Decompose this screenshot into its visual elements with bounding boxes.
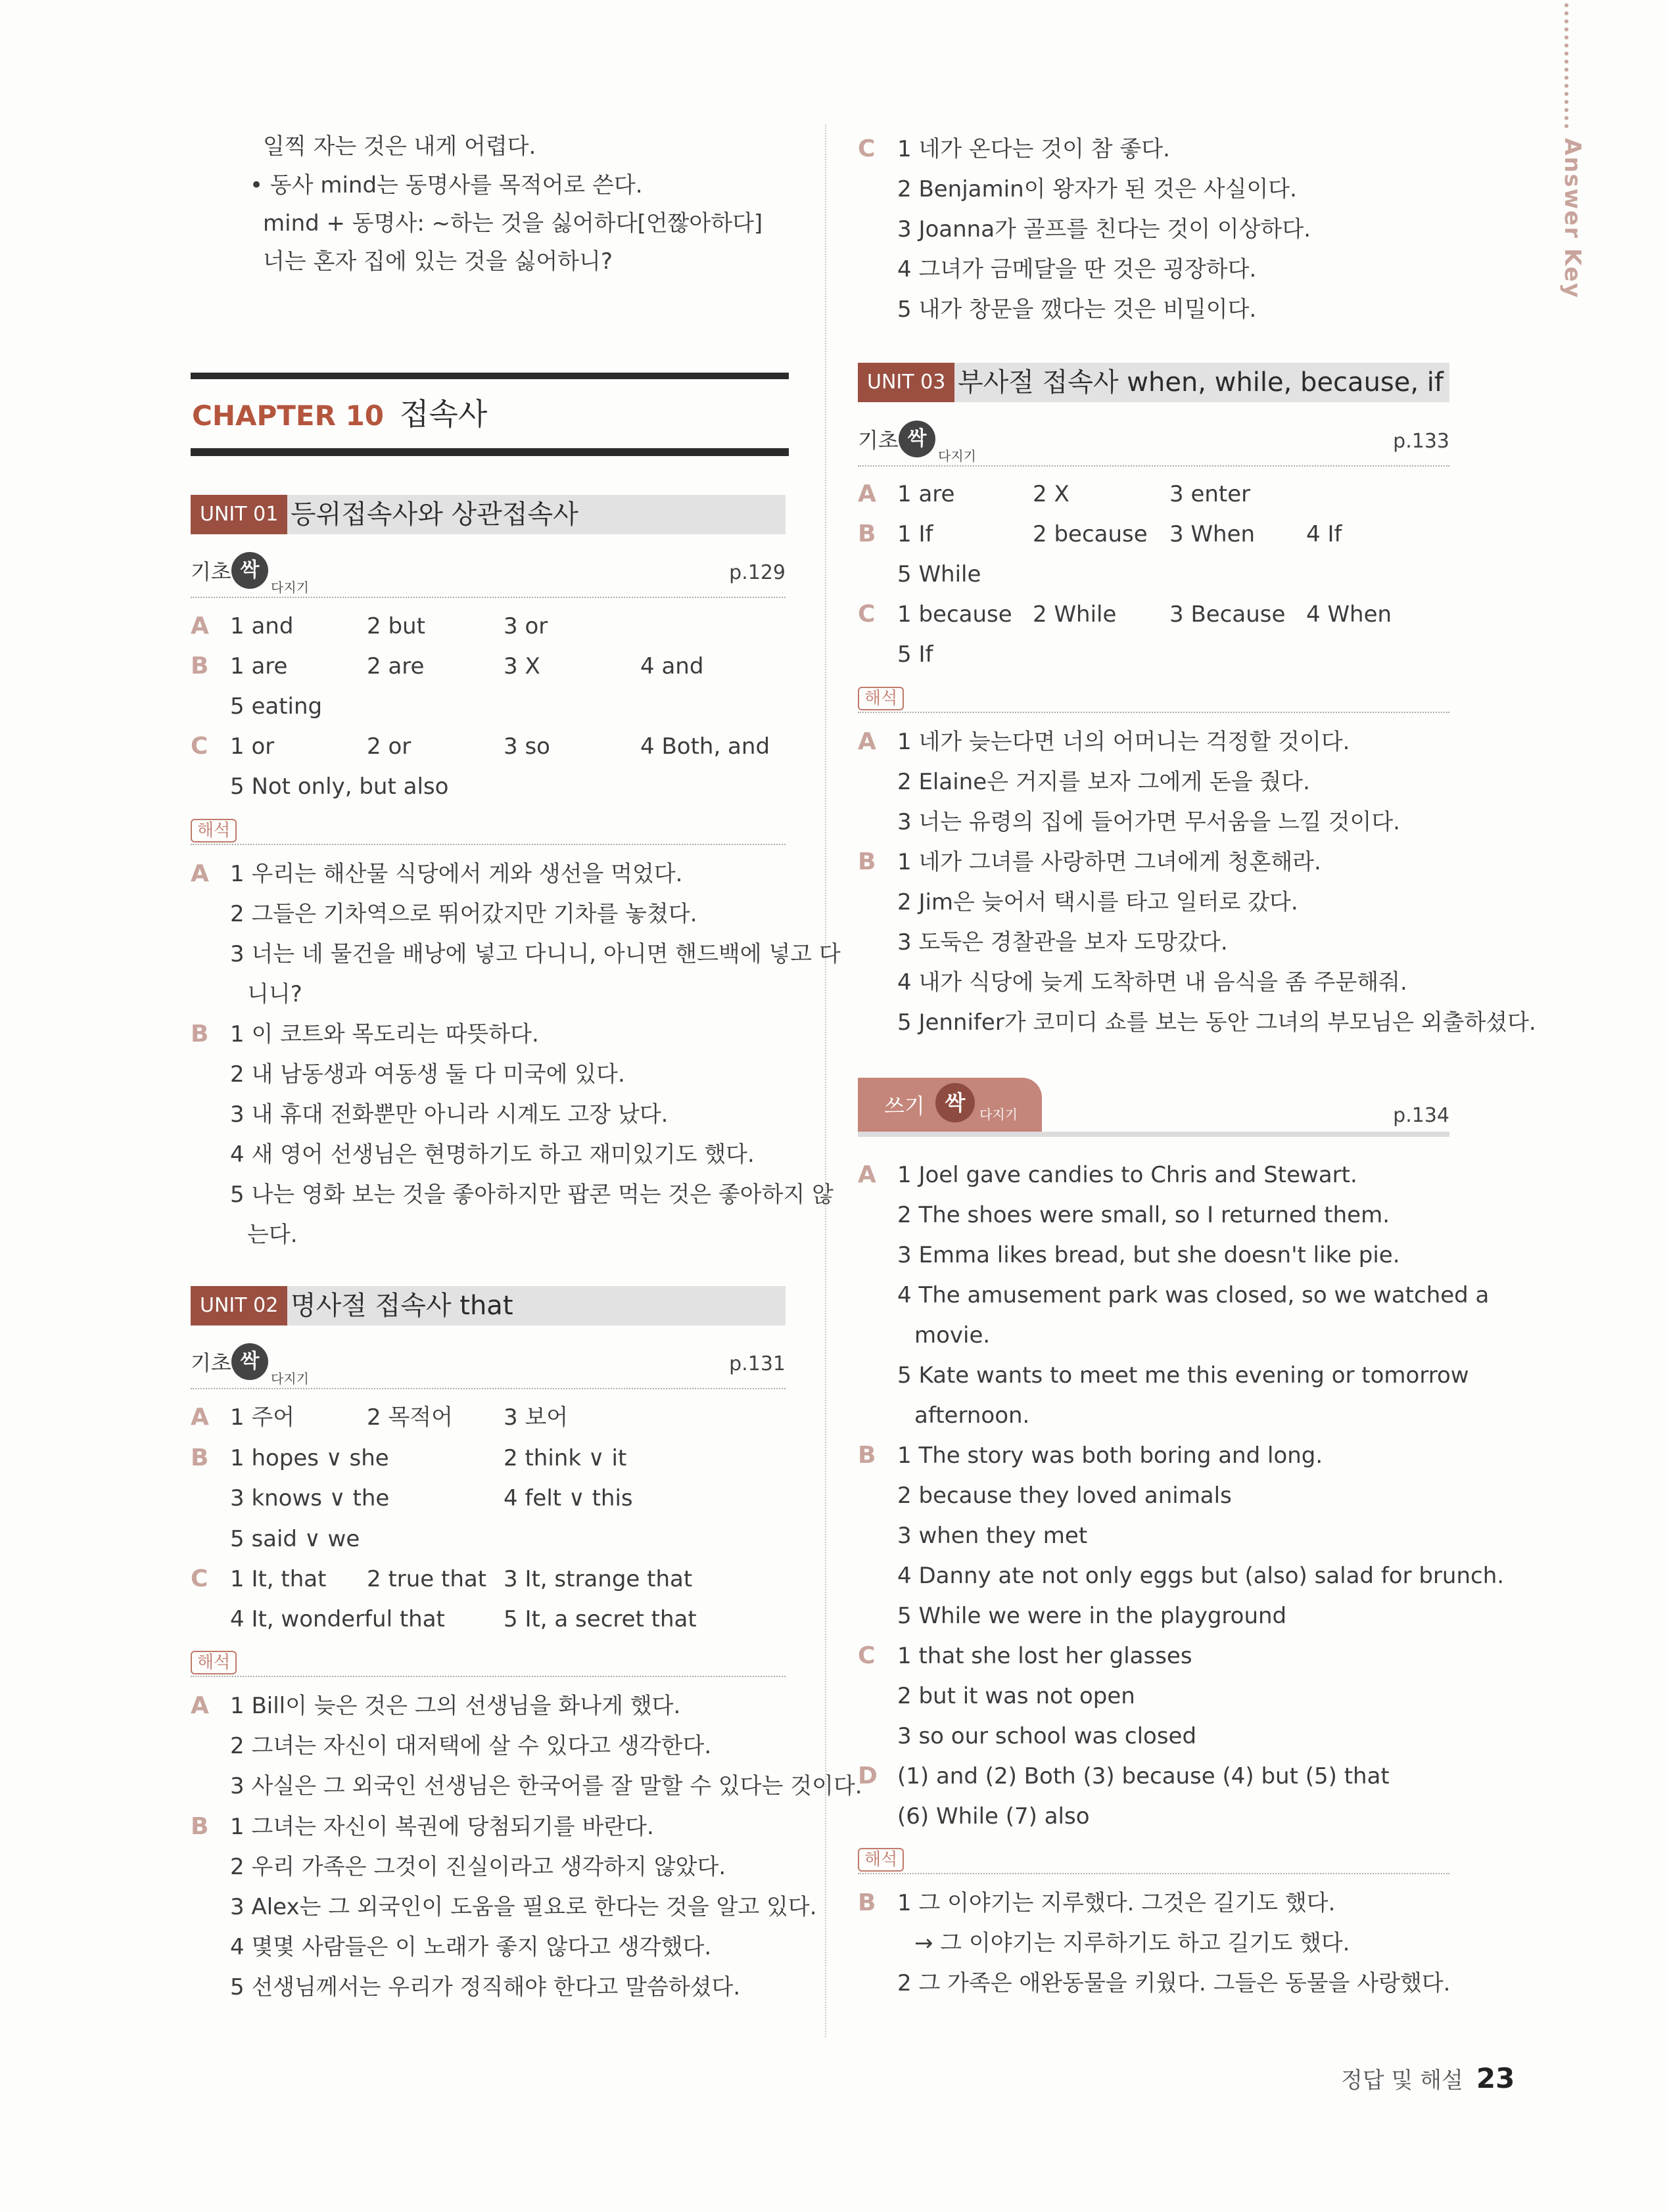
answer-item: 5 eating (230, 693, 323, 720)
translation-line: 3 너는 유령의 집에 들어가면 무서움을 느낄 것이다. (897, 809, 1400, 835)
answer-item: 1 If (897, 521, 933, 547)
translation-line: 4 몇몇 사람들은 이 노래가 좋지 않다고 생각했다. (230, 1934, 712, 1960)
answer-line: 2 because they loved animals (897, 1483, 1232, 1509)
basic-practice-header (191, 1343, 786, 1389)
chapter-title: 접속사 (400, 396, 488, 432)
column-divider (825, 125, 826, 2037)
ssak-subtitle: 다지기 (938, 448, 976, 464)
ssak-subtitle: 다지기 (271, 1371, 309, 1387)
translation-line: → 그 이야기는 지루하기도 하고 길기도 했다. (914, 1930, 1350, 1956)
section-letter: B (191, 1444, 209, 1471)
text-line: 너는 혼자 집에 있는 것을 싫어하니? (263, 248, 613, 275)
translation-header (191, 1651, 786, 1677)
answer-item: 4 and (640, 653, 704, 680)
answer-line: 1 that she lost her glasses (897, 1643, 1192, 1669)
answer-item: 3 or (504, 613, 548, 639)
answer-line: 5 While we were in the playground (897, 1603, 1287, 1629)
answer-item: 4 If (1306, 521, 1342, 547)
translation-line: 1 네가 그녀를 사랑하면 그녀에게 청혼해라. (897, 849, 1321, 875)
answer-item: 1 because (897, 601, 1012, 628)
answer-item: 2 think ∨ it (504, 1445, 627, 1471)
translation-label: 해석 (191, 1651, 237, 1674)
side-dots (1564, 3, 1568, 128)
answer-line: 3 so our school was closed (897, 1723, 1197, 1749)
answer-item: 1 are (230, 653, 288, 680)
page-footer (1341, 2062, 1515, 2094)
translation-line: 1 네가 늦는다면 너의 어머니는 걱정할 것이다. (897, 729, 1350, 755)
answer-line: 4 The amusement park was closed, so we watched a (897, 1282, 1490, 1308)
translation-line: 2 그녀는 자신이 대저택에 살 수 있다고 생각한다. (230, 1733, 712, 1759)
writing-tab (858, 1078, 1042, 1132)
answer-item: 3 When (1169, 521, 1256, 547)
page-reference: p.129 (729, 561, 786, 584)
answer-line: 1 Joel gave candies to Chris and Stewart. (897, 1162, 1357, 1188)
answer-item: 1 주어 (230, 1404, 295, 1431)
ssak-badge: 싹 (899, 421, 935, 457)
translation-line: 3 도둑은 경찰관을 보자 도망갔다. (897, 929, 1228, 956)
translation-line: 2 Jim은 늦어서 택시를 타고 일터로 갔다. (897, 889, 1298, 915)
section-letter: A (191, 612, 209, 639)
chapter-bar-top (191, 373, 789, 379)
translation-line: 2 우리 가족은 그것이 진실이라고 생각하지 않았다. (230, 1854, 726, 1880)
writing-practice-header (858, 1078, 1449, 1137)
ssak-subtitle: 다지기 (979, 1107, 1018, 1122)
unit-tag: UNIT 03 (858, 363, 954, 402)
unit-header (858, 363, 1449, 402)
text-line: • 동사 mind는 동명사를 목적어로 쓴다. (250, 172, 643, 198)
unit-title: 명사절 접속사 that (291, 1291, 513, 1321)
answer-item: 5 If (897, 641, 933, 668)
section-letter: C (191, 1565, 208, 1592)
section-letter: A (191, 1692, 209, 1719)
translation-line: 5 선생님께서는 우리가 정직해야 한다고 말씀하셨다. (230, 1974, 741, 2000)
translation-line: 3 너는 네 물건을 배낭에 넣고 다니니, 아니면 핸드백에 넣고 다 (230, 941, 841, 967)
unit-header (191, 495, 786, 534)
translation-line: 3 Joanna가 골프를 친다는 것이 이상하다. (897, 216, 1311, 242)
ssak-badge: 싹 (935, 1083, 975, 1122)
translation-header (858, 687, 1449, 713)
translation-line: 1 이 코트와 목도리는 따뜻하다. (230, 1021, 539, 1048)
answer-item: 1 and (230, 613, 294, 639)
ssak-badge: 싹 (231, 552, 268, 589)
page-reference: p.134 (1393, 1104, 1449, 1127)
translation-line: 2 Benjamin이 왕자가 된 것은 사실이다. (897, 176, 1297, 202)
chapter-bar-bottom (191, 448, 789, 456)
basic-label: 기초 (191, 1350, 231, 1375)
answer-item: 1 are (897, 481, 955, 507)
translation-line: 5 Jennifer가 코미디 쇼를 보는 동안 그녀의 부모님은 외출하셨다. (897, 1009, 1536, 1036)
answer-item: 2 but (367, 613, 425, 639)
translation-label: 해석 (858, 687, 904, 710)
section-letter: C (858, 1642, 876, 1669)
section-letter: C (858, 135, 876, 162)
answer-item: 1 It, that (230, 1566, 327, 1592)
answer-item: 4 felt ∨ this (504, 1485, 633, 1511)
answer-item: 1 or (230, 733, 275, 760)
section-letter: A (858, 1161, 876, 1188)
translation-header (858, 1848, 1449, 1874)
answer-line: 2 but it was not open (897, 1683, 1135, 1709)
translation-line: 3 Alex는 그 외국인이 도움을 필요로 한다는 것을 알고 있다. (230, 1894, 817, 1920)
unit-tag: UNIT 02 (191, 1286, 287, 1325)
answer-item: 5 Not only, but also (230, 773, 449, 800)
section-letter: B (191, 653, 209, 680)
answer-line: (6) While (7) also (897, 1803, 1090, 1830)
unit-title: 부사절 접속사 when, while, because, if (958, 367, 1444, 398)
answer-item: 3 It, strange that (504, 1566, 693, 1592)
section-letter: A (858, 728, 876, 755)
section-letter: A (191, 860, 209, 887)
translation-line: 2 그들은 기차역으로 뛰어갔지만 기차를 놓쳤다. (230, 901, 697, 927)
answer-item: 3 X (504, 653, 540, 680)
translation-line: 1 네가 온다는 것이 참 좋다. (897, 136, 1170, 162)
translation-line: 1 그 이야기는 지루했다. 그것은 길기도 했다. (897, 1890, 1336, 1916)
ssak-subtitle: 다지기 (271, 580, 309, 595)
basic-label: 기초 (858, 428, 899, 453)
answer-item: 5 While (897, 561, 981, 588)
translation-line: 5 나는 영화 보는 것을 좋아하지만 팝콘 먹는 것은 좋아하지 않 (230, 1182, 834, 1208)
answer-item: 3 enter (1169, 481, 1251, 507)
unit-tag: UNIT 01 (191, 495, 287, 534)
answer-item: 3 Because (1169, 601, 1286, 628)
answer-line: 5 Kate wants to meet me this evening or tomorrow (897, 1362, 1469, 1389)
section-letter: B (858, 1889, 876, 1916)
answer-item: 5 said ∨ we (230, 1526, 360, 1552)
translation-label: 해석 (191, 819, 237, 842)
translation-line: 5 내가 창문을 깼다는 것은 비밀이다. (897, 296, 1257, 323)
unit-title: 등위접속사와 상관접속사 (291, 499, 578, 530)
answer-line: afternoon. (914, 1402, 1030, 1429)
page-reference: p.131 (729, 1352, 786, 1375)
footer-label: 정답 및 해설 (1341, 2067, 1463, 2094)
basic-label: 기초 (191, 559, 231, 584)
translation-line: 1 우리는 해산물 식당에서 게와 생선을 먹었다. (230, 861, 683, 887)
answer-item: 2 true that (367, 1566, 487, 1592)
section-letter: D (858, 1763, 878, 1789)
translation-line: 2 Elaine은 거지를 보자 그에게 돈을 줬다. (897, 769, 1310, 795)
basic-practice-header (858, 421, 1449, 467)
section-letter: B (858, 520, 876, 547)
answer-item: 3 보어 (504, 1404, 569, 1431)
text-line: mind + 동명사: ~하는 것을 싫어하다[언짢아하다] (263, 210, 763, 237)
section-letter: B (191, 1021, 209, 1048)
translation-line: 는다. (247, 1222, 298, 1248)
ssak-badge: 싹 (231, 1343, 268, 1380)
answer-line: movie. (914, 1322, 991, 1348)
answer-item: 2 or (367, 733, 411, 760)
answer-line: (1) and (2) Both (3) because (4) but (5) that (897, 1763, 1390, 1789)
section-letter: B (858, 848, 876, 875)
section-letter: A (858, 480, 876, 507)
answer-item: 4 Both, and (640, 733, 770, 760)
writing-label: 쓰기 (884, 1094, 925, 1118)
section-letter: C (191, 733, 208, 760)
unit-header (191, 1286, 786, 1325)
translation-line: 4 그녀가 금메달을 딴 것은 굉장하다. (897, 256, 1257, 283)
answer-item: 2 because (1033, 521, 1148, 547)
translation-header (191, 819, 786, 845)
section-letter: B (858, 1442, 876, 1469)
translation-line: 1 Bill이 늦은 것은 그의 선생님을 화나게 했다. (230, 1693, 681, 1719)
translation-line: 니니? (247, 981, 302, 1007)
answer-item: 3 so (504, 733, 550, 760)
translation-line: 4 새 영어 선생님은 현명하기도 하고 재미있기도 했다. (230, 1141, 755, 1168)
section-letter: C (858, 601, 876, 628)
answer-item: 2 are (367, 653, 425, 680)
answer-line: 1 The story was both boring and long. (897, 1442, 1323, 1469)
translation-line: 1 그녀는 자신이 복권에 당첨되기를 바란다. (230, 1814, 654, 1840)
translation-line: 4 내가 식당에 늦게 도착하면 내 음식을 좀 주문해줘. (897, 969, 1407, 996)
translation-line: 3 내 휴대 전화뿐만 아니라 시계도 고장 났다. (230, 1101, 669, 1128)
answer-line: 3 when they met (897, 1523, 1088, 1549)
chapter-label: CHAPTER 10 (192, 400, 385, 432)
translation-line: 2 내 남동생과 여동생 둘 다 미국에 있다. (230, 1061, 625, 1088)
translation-line: 3 사실은 그 외국인 선생님은 한국어를 잘 말할 수 있다는 것이다. (230, 1773, 862, 1799)
answer-line: 2 The shoes were small, so I returned them. (897, 1202, 1390, 1228)
text-line: 일찍 자는 것은 내게 어렵다. (263, 133, 536, 160)
translation-line: 2 그 가족은 애완동물을 키웠다. 그들은 동물을 사랑했다. (897, 1970, 1451, 1996)
answer-item: 3 knows ∨ the (230, 1485, 390, 1511)
answer-item: 5 It, a secret that (504, 1606, 697, 1632)
page-reference: p.133 (1393, 430, 1449, 453)
answer-item: 4 When (1306, 601, 1392, 628)
answer-item: 4 It, wonderful that (230, 1606, 445, 1632)
answer-item: 2 목적어 (367, 1404, 453, 1431)
answer-item: 1 hopes ∨ she (230, 1445, 389, 1471)
basic-practice-header (191, 552, 786, 598)
section-letter: B (191, 1813, 209, 1840)
translation-label: 해석 (858, 1848, 904, 1872)
answer-item: 2 X (1033, 481, 1070, 507)
side-label: Answer Key (1559, 138, 1586, 299)
answer-line: 3 Emma likes bread, but she doesn't like pie. (897, 1242, 1400, 1268)
section-letter: A (191, 1404, 209, 1431)
answer-line: 4 Danny ate not only eggs but (also) salad for brunch. (897, 1563, 1505, 1589)
answer-item: 2 While (1033, 601, 1117, 628)
page-number: 23 (1476, 2062, 1515, 2094)
